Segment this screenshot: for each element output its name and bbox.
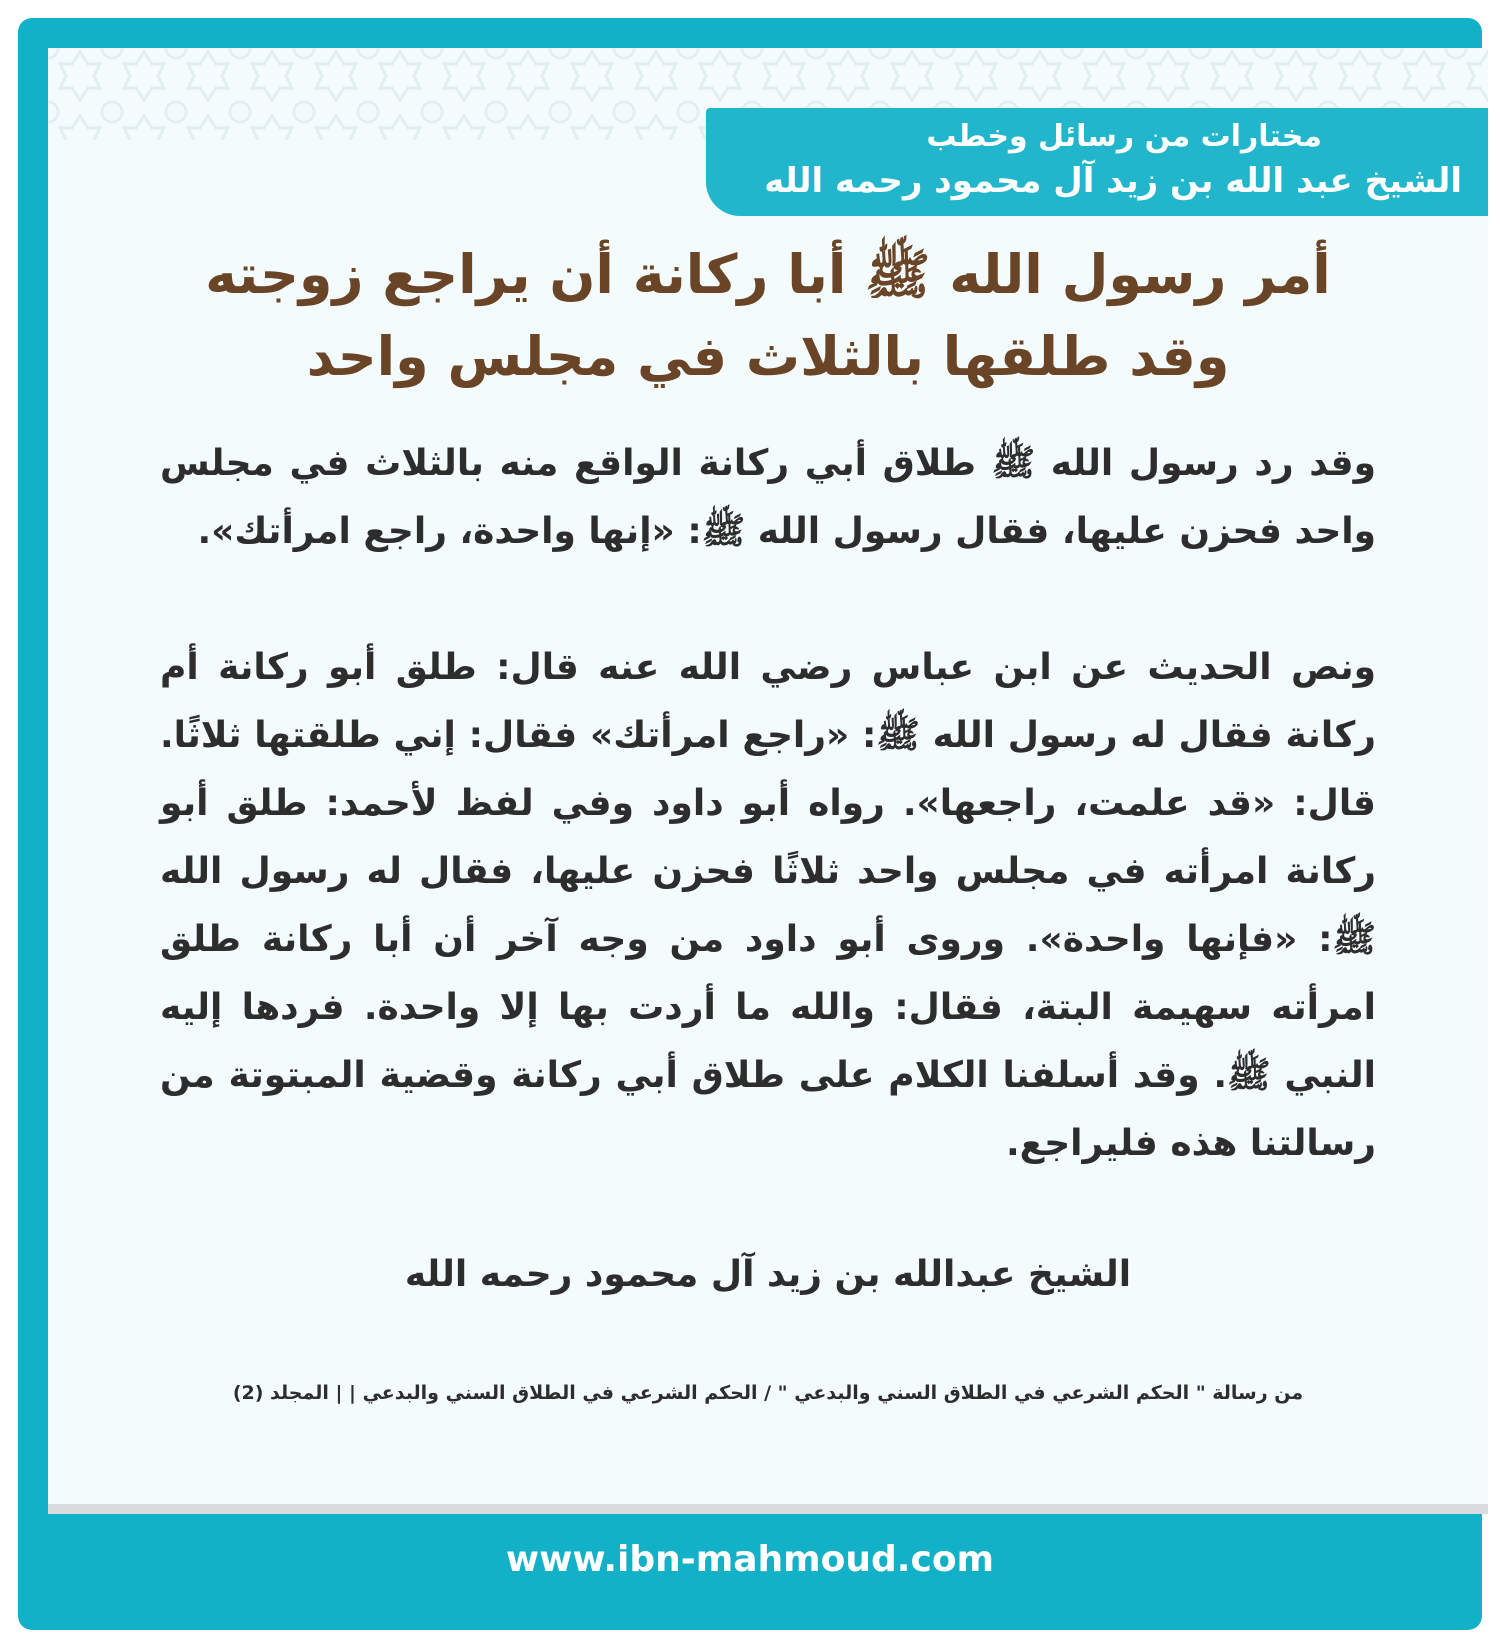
website-link[interactable]: www.ibn-mahmoud.com (505, 1539, 995, 1580)
paragraph-2: ونص الحديث عن ابن عباس رضي الله عنه قال: طلق أبو ركانة أم ركانة فقال له رسول الله ﷺ: «راجع امرأتك» فقال: إني طلقتها ثلاثًا. قال: «قد علمت، راجعها». رواه أبو داود وفي لفظ لأحمد: طلق أبو ركانة امرأته في مجلس واحد ثلاثًا فحزن عليها، فقال له رسول الله ﷺ: «فإنها واحدة». وروى أبو داود من وجه آخر أن أبا ركانة طلق امرأته سهيمة البتة، فقال: والله ما أردت بها إلا واحدة. فردها إليه النبي ﷺ. وقد أسلفنا الكلام على طلاق أبي ركانة وقضية المبتوتة من رسالتنا هذه فليراجع. (160, 647, 1376, 1164)
title-line-2: وقد طلقها بالثلاث في مجلس واحد (306, 325, 1230, 388)
source-citation: من رسالة " الحكم الشرعي في الطلاق السني والبدعي " / الحكم الشرعي في الطلاق السني والبدعي | | المجلد (2) (232, 1382, 1304, 1404)
card-divider (48, 1504, 1488, 1514)
header-author: الشيخ عبد الله بن زيد آل محمود رحمه الله (764, 161, 1462, 201)
page-title (138, 234, 1398, 398)
header-banner (706, 108, 1488, 216)
title-line-1: أمر رسول الله ﷺ أبا ركانة أن يراجع زوجته (205, 243, 1331, 306)
content-card (48, 48, 1488, 1514)
page-frame (18, 18, 1482, 1630)
header-subtitle: مختارات من رسائل وخطب (926, 119, 1322, 154)
article-body (160, 430, 1376, 1178)
paragraph-1: وقد رد رسول الله ﷺ طلاق أبي ركانة الواقع منه بالثلاث في مجلس واحد فحزن عليها، فقال رسول الله ﷺ: «إنها واحدة، راجع امرأتك». (160, 443, 1376, 552)
signature: الشيخ عبدالله بن زيد آل محمود رحمه الله (404, 1254, 1132, 1295)
